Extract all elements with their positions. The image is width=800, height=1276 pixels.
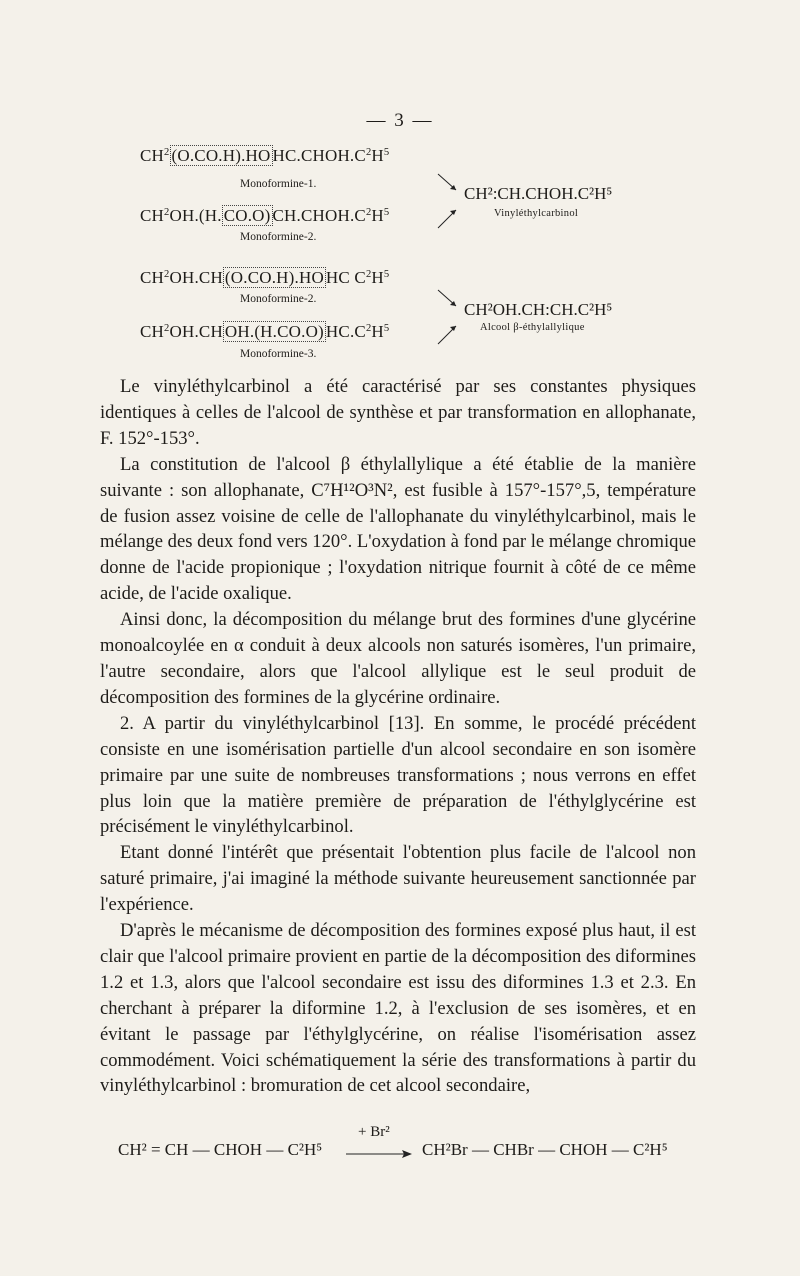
- scheme1-formula-2: $CH^2OH.(H$. CO.O) $CH.CHOH.C^2H^5$: [140, 206, 390, 225]
- paragraph: Etant donné l'intérêt que présentait l'obtention plus facile de l'alcool non saturé primaire, j'ai imaginé la méthode suivante heureusement sanctionnée par l'expérience.: [100, 842, 696, 916]
- scheme1-label-2: Monoformine-2.: [240, 231, 317, 243]
- reaction-arrow-icon: [344, 1142, 414, 1162]
- scheme2-label-2: Monoformine-3.: [240, 348, 317, 360]
- page-number: — 3 —: [366, 110, 434, 131]
- scheme2-converging-arrows: [436, 288, 466, 348]
- reaction-scheme-2: [140, 268, 700, 388]
- paragraph: La constitution de l'alcool β éthylallylique a été établie de la manière suivante : son allophanate, C⁷H¹²O³N², est fusible à 157°-157°,5, température de fusion assez voisine de celle de l'allophanate du vinyléthylcarbinol, mais le mélange des deux fond vers 120°. L'oxydation à fond par le mélange chromique donne de l'acide propionique ; l'oxydation nitrique fournit à côté de ce même acide, de l'acide oxalique.: [100, 453, 696, 605]
- paragraph: Le vinyléthylcarbinol a été caractérisé par ses constantes physiques identiques à celles de l'alcool de synthèse et par transformation en allophanate, F. 152°-153°.: [100, 376, 696, 449]
- equation-rhs: CH²Br — CHBr — CHOH — C²H⁵: [422, 1140, 668, 1159]
- scheme2-formula-1: $CH^2OH.CH$ (O.CO.H).HO HC $C^2H^5$: [140, 268, 390, 287]
- paragraph: D'après le mécanisme de décomposition des formines exposé plus haut, il est clair que l'alcool primaire provient en partie de la décomposition des diformines 1.2 et 1.3, alors que l'alcool secondaire est issu des diformines 1.3 et 2.3. En cherchant à préparer la diformine 1.2, à l'exclusion de ses isomères, et en évitant le passage par l'éthylglycérine, on réalise l'isomérisation assez commodément. Voici schématiquement la série des transformations à partir du vinyléthylcarbinol : bromuration de cet alcool secondaire,: [100, 920, 696, 1097]
- reaction-scheme-1: [140, 146, 700, 266]
- scheme2-formula-2: $CH^2OH.CH$ OH.(H.CO.O) $HC.C^2H^5$: [140, 322, 390, 341]
- scheme1-product: CH²:CH.CHOH.C²H⁵: [464, 184, 613, 203]
- scheme1-formula-1: $CH^2$ (O.CO.H).HO $HC.CHOH.C^2H^5$: [140, 146, 390, 165]
- scheme1-product-label: Vinyléthylcarbinol: [494, 208, 579, 219]
- body-text: [100, 374, 696, 1099]
- scheme2-product-label: Alcool β-éthylallylique: [480, 322, 585, 333]
- bromination-equation: [100, 1124, 700, 1184]
- paragraph: 2. A partir du vinyléthylcarbinol [13]. En somme, le procédé précédent consiste en une isomérisation partielle d'un alcool secondaire en son isomère primaire par une suite de nombreuses transformations ; nous verrons en effet plus loin que la matière première de préparation de l'éthylglycérine est précisément le vinyléthylcarbinol.: [100, 712, 696, 838]
- equation-reagent: + Br²: [358, 1124, 390, 1140]
- equation-lhs: CH² = CH — CHOH — C²H⁵: [118, 1140, 323, 1159]
- paragraph: Ainsi donc, la décomposition du mélange brut des formines d'une glycérine monoalcoylée en α conduit à deux alcools non saturés isomères, l'un primaire, l'autre secondaire, alors que l'alcool allylique est le seul produit de décomposition des formines de la glycérine ordinaire.: [100, 609, 696, 708]
- scheme1-converging-arrows: [436, 172, 466, 232]
- scheme2-product: CH²OH.CH:CH.C²H⁵: [464, 300, 613, 319]
- scheme1-label-1: Monoformine-1.: [240, 178, 317, 190]
- scheme2-label-1: Monoformine-2.: [240, 293, 317, 305]
